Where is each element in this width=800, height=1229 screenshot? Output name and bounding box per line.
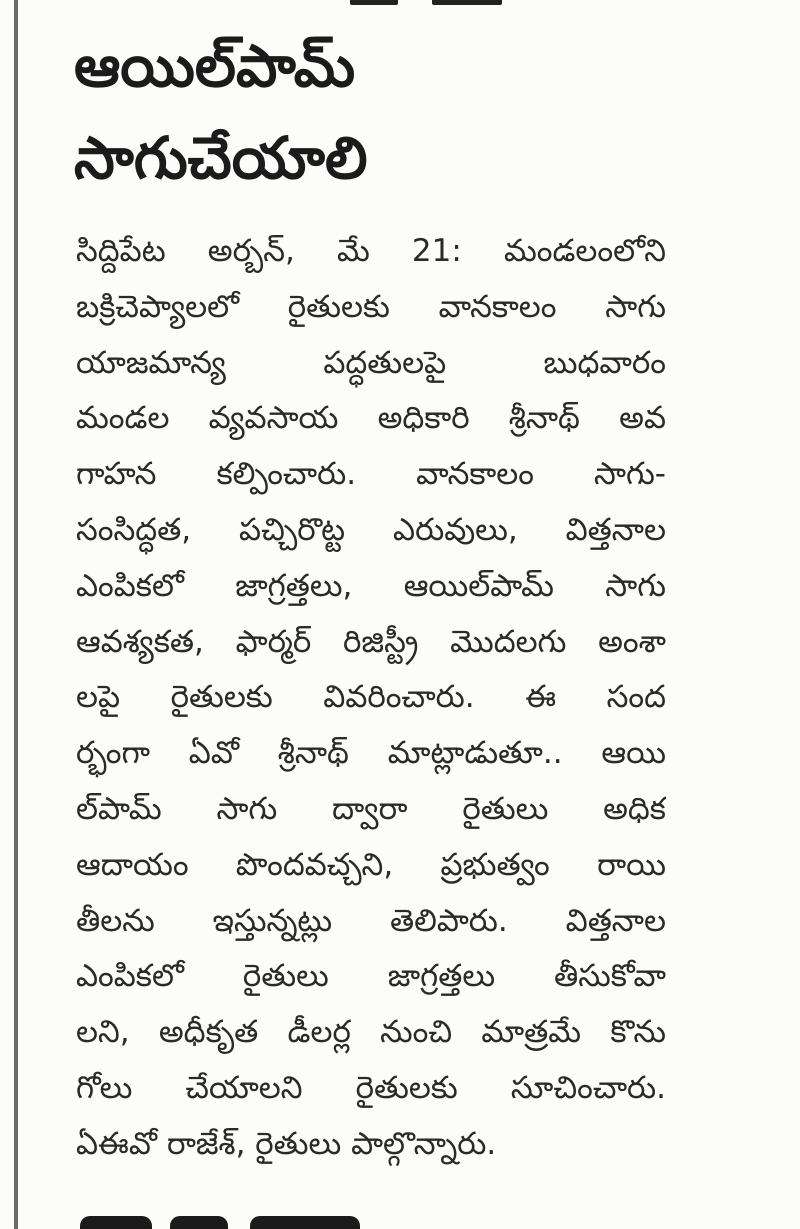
body-line: మండల వ్యవసాయ అధికారి శ్రీనాథ్ అవ [76,400,666,437]
body-line: సిద్దిపేట అర్బన్, మే 21: మండలంలోని [76,233,666,269]
article-body [76,224,666,1173]
body-line: ఆవశ్యకత, ఫార్మర్ రిజిస్ట్రీ మొదలగు అంశా [76,623,666,660]
article-headline [74,20,714,204]
body-line: ర్భంగా ఏవో శ్రీనాథ్ మాట్లాడుతూ.. ఆయి [76,735,666,772]
body-line: తీలను ఇస్తున్నట్లు తెలిపారు. విత్తనాల [76,902,666,939]
body-line: ఎంపికలో జాగ్రత్తలు, ఆయిల్‌పామ్ సాగు [76,567,666,604]
body-line: సంసిద్ధత, పచ్చిరొట్ట ఎరువులు, విత్తనాల [76,511,666,548]
body-line: బక్రిచెప్యాలలో రైతులకు వానకాలం సాగు [76,288,666,325]
body-line: ఏఈవో రాజేశ్, రైతులు పాల్గొన్నారు. [76,1125,497,1162]
body-line: గాహన కల్పించారు. వానకాలం సాగు- [76,456,666,493]
next-article-headline-fragment [74,1196,394,1229]
body-line: గోలు చేయాలని రైతులకు సూచించారు. [76,1069,666,1106]
body-line: లపై రైతులకు వివరించారు. ఈ సంద [76,679,666,716]
headline-line-1: ఆయిల్‌పామ్ [74,32,356,100]
body-line: ఆదాయం పొందవచ్చని, ప్రభుత్వం రాయి [76,846,666,883]
headline-line-2: సాగుచేయాలి [74,124,368,192]
previous-article-fragment [350,0,590,6]
column-divider [14,0,18,1229]
body-line: యాజమాన్య పద్ధతులపై బుధవారం [76,344,666,381]
body-line: లని, అధీకృత డీలర్ల నుంచి మాత్రమే కొను [76,1014,666,1051]
body-line: ఎంపికలో రైతులు జాగ్రత్తలు తీసుకోవా [76,958,666,995]
body-line: ల్‌పామ్ సాగు ద్వారా రైతులు అధిక [76,790,666,827]
